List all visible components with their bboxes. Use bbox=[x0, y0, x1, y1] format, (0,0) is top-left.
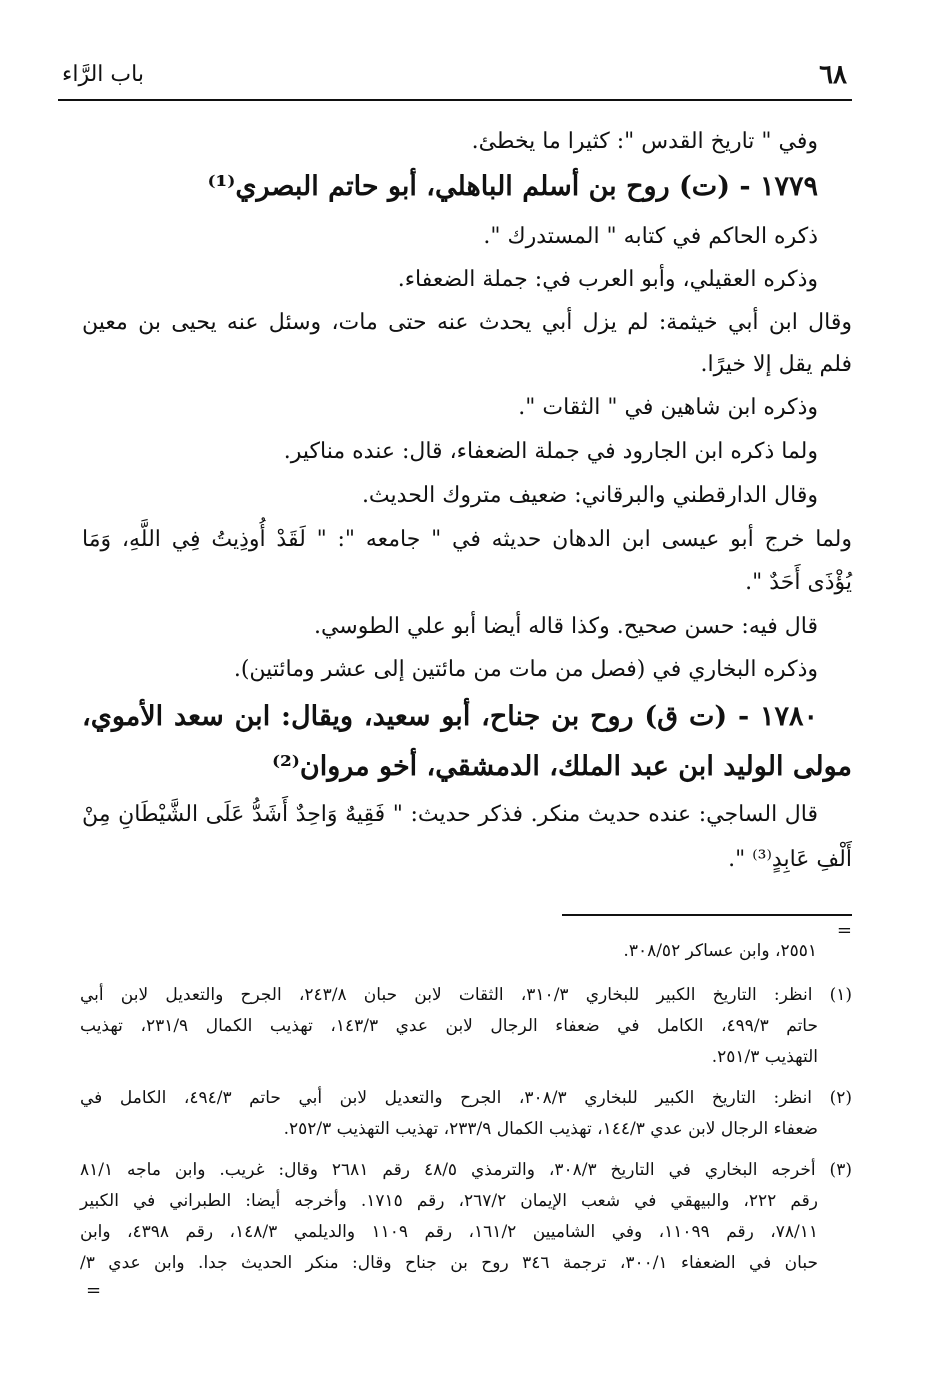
footnote-line: ضعفاء الرجال لابن عدي ١٤٤/٣، تهذيب الكمال ٢٣٣/٩، تهذيب التهذيب ٢٥٢/٣. bbox=[283, 1119, 818, 1139]
body-line: أَلْفِ عَابِدٍ⁽³⁾ ". bbox=[728, 847, 852, 872]
body-line: وذكره البخاري في (فصل من مات من مائتين إلى عشر ومائتين). bbox=[233, 657, 818, 682]
footnote-line: حبان في الضعفاء ٣٠٠/١، ترجمة ٣٤٦ روح بن جناح وقال: منكر الحديث جدا. وابن عدي ٣/ bbox=[80, 1253, 818, 1273]
footnote-separator bbox=[562, 914, 852, 916]
body-line: وقال الدارقطني والبرقاني: ضعيف متروك الحديث. bbox=[361, 483, 818, 508]
footnote-1: (١) انظر: التاريخ الكبير للبخاري ٣١٠/٣، الثقات لابن حبان ٢٤٣/٨، الجرح والتعديل لابن أبي bbox=[80, 985, 853, 1005]
body-line: قال فيه: حسن صحيح. وكذا قاله أيضا أبو علي الطوسي. bbox=[313, 614, 818, 639]
body-line: وفي " تاريخ القدس ": كثيرا ما يخطئ. bbox=[471, 129, 818, 154]
footnote-3: (٣) أخرجه البخاري في التاريخ ٣٠٨/٣، والترمذي ٤٨/٥ رقم ٢٦٨١ وقال: غريب. وابن ماجه ٨١/١ bbox=[80, 1160, 852, 1180]
footnote-2: (٢) انظر: التاريخ الكبير للبخاري ٣٠٨/٣، الجرح والتعديل لابن أبي حاتم ٤٩٤/٣، الكامل في bbox=[80, 1088, 853, 1108]
body-line: وذكره العقيلي، وأبو العرب في: جملة الضعفاء. bbox=[397, 267, 818, 292]
footnote-line: حاتم ٤٩٩/٣، الكامل في ضعفاء الرجال لابن عدي ١٤٣/٣، تهذيب الكمال ٢٣١/٩، تهذيب bbox=[80, 1016, 818, 1036]
body-line: ولما خرج أبو عيسى ابن الدهان حديثه في " جامعه ": " لَقَدْ أُوذِيتُ فِي اللَّهِ، وَمَا bbox=[82, 527, 852, 552]
body-line: فلم يقل إلا خيرًا. bbox=[700, 352, 852, 377]
footnote-line: ٢٥٥١، وابن عساكر ٣٠٨/٥٢. bbox=[623, 941, 817, 961]
page-number: ٦٨ bbox=[819, 60, 847, 90]
footnote-line: رقم ٢٢٢، والبيهقي في شعب الإيمان ٢٦٧/٢، رقم ١٧١٥. وأخرجه أيضا: الطبراني في الكبير bbox=[80, 1191, 818, 1211]
header-rule bbox=[58, 99, 852, 101]
entry-heading-1780-cont: مولى الوليد ابن عبد الملك، الدمشقي، أخو مروان⁽²⁾ bbox=[271, 751, 852, 782]
body-line: وقال ابن أبي خيثمة: لم يزل أبي يحدث عنه حتى مات، وسئل عنه يحيى بن معين bbox=[82, 310, 852, 335]
chapter-title: باب الرَّاء bbox=[62, 62, 144, 87]
continuation-mark: = bbox=[86, 1280, 102, 1301]
body-line: ولما ذكره ابن الجارود في جملة الضعفاء، قال: عنده مناكير. bbox=[283, 439, 818, 464]
entry-heading-1779: ١٧٧٩ - (ت) روح بن أسلم الباهلي، أبو حاتم البصري⁽¹⁾ bbox=[207, 171, 818, 202]
footnote-line: التهذيب ٢٥١/٣. bbox=[711, 1047, 818, 1067]
footnote-line: ٧٨/١١، رقم ١١٠٩٩، وفي الشاميين ١٦١/٢، رقم ١١٠٩ والديلمي ١٤٨/٣، رقم ٤٣٩٨، وابن bbox=[80, 1222, 819, 1242]
entry-heading-1780: ١٧٨٠ - (ت ق) روح بن جناح، أبو سعيد، ويقال: ابن سعد الأموي، bbox=[82, 701, 818, 732]
body-line: ذكره الحاكم في كتابه " المستدرك ". bbox=[483, 224, 818, 249]
continuation-mark: = bbox=[836, 920, 852, 941]
body-line: وذكره ابن شاهين في " الثقات ". bbox=[518, 395, 818, 420]
body-line: يُؤْذَى أَحَدٌ ". bbox=[745, 570, 852, 595]
body-line: قال الساجي: عنده حديث منكر. فذكر حديث: " فَقِيهٌ وَاحِدٌ أَشَدُّ عَلَى الشَّيْطَانِ مِنْ bbox=[82, 802, 818, 827]
